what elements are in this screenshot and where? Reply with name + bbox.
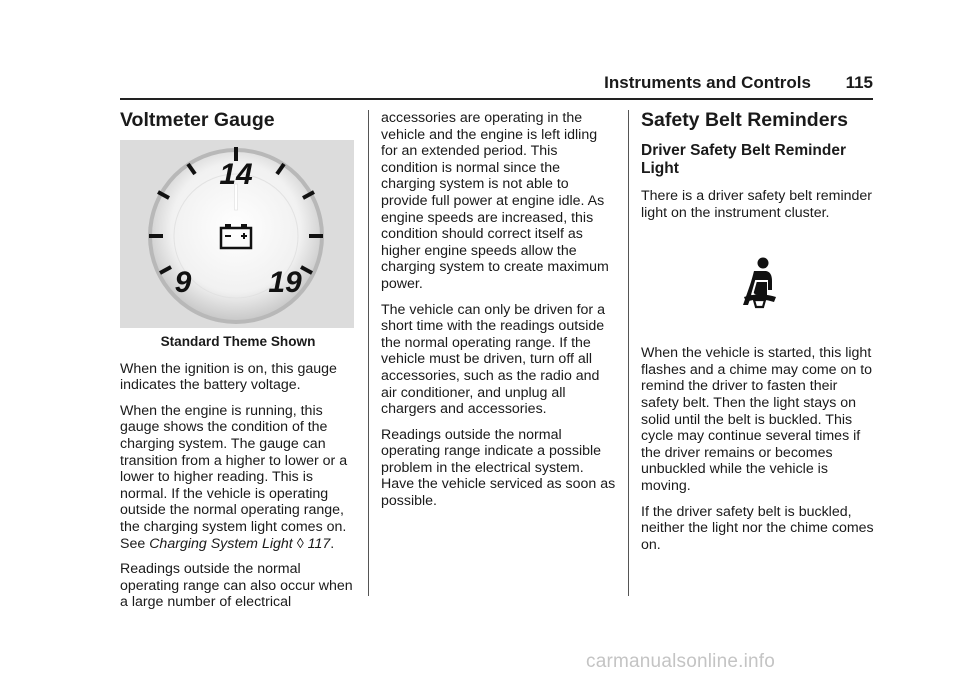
subheading-driver-belt-reminder: Driver Safety Belt Reminder Light [641, 142, 847, 177]
column-divider [628, 110, 629, 596]
seatbelt-icon [734, 257, 784, 309]
column-right [641, 108, 877, 562]
watermark: carmanualsonline.info [586, 651, 776, 672]
paragraph: If the driver safety belt is buckled, neither the light nor the chime comes on. [641, 503, 874, 553]
page-number: 115 [845, 73, 873, 92]
gauge-label-9: 9 [174, 266, 192, 299]
section-title: Instruments and Controls [604, 73, 811, 92]
paragraph: There is a driver safety belt reminder light on the instrument cluster. [641, 188, 873, 221]
header-rule [120, 98, 873, 100]
figure-caption: Standard Theme Shown [160, 334, 316, 349]
gauge-illustration [120, 140, 354, 328]
paragraph: Readings outside the normal operating range indicate a possible problem in the electrical system. Have the vehicle serviced as soon as possible. [381, 426, 616, 510]
paragraph: The vehicle can only be driven for a short time with the readings outside the normal operating range. If the vehicle must be driven, turn off all accessories, such as the radio and air conditioner, and unplug all chargers and accessories. [381, 301, 605, 418]
paragraph: When the ignition is on, this gauge indicates the battery voltage. [120, 360, 337, 394]
heading-safety-belt-reminders: Safety Belt Reminders [641, 109, 848, 131]
heading-voltmeter-gauge: Voltmeter Gauge [120, 109, 275, 131]
seatbelt-icon-figure [641, 257, 877, 317]
page-ref-arrow-icon: ◊ [296, 535, 304, 552]
cross-reference-link[interactable]: Charging System Light ◊ 117 [149, 535, 331, 552]
gauge-label-14: 14 [219, 158, 253, 191]
paragraph: When the vehicle is started, this light flashes and a chime may come on to remind the driver to fasten their safety belt. Then the light stays on solid until the belt is buckled. This cycle may continue several times if the driver remains or becomes unbuckled while the vehicle is moving. [641, 345, 873, 494]
paragraph: accessories are operating in the vehicle and the engine is left idling for an extended period. This condition is normal since the charging system is not able to provide full power at engine idle. As engine speeds are increased, this condition should correct itself as higher engine speeds allow the charging system to create maximum power. [381, 110, 609, 292]
column-left [120, 108, 356, 620]
paragraph: Readings outside the normal operating range can also occur when a large number of electrical [120, 561, 353, 611]
column-middle [381, 110, 617, 519]
column-divider [368, 110, 369, 596]
gauge-label-19: 19 [268, 266, 302, 299]
page-header [120, 66, 873, 98]
paragraph: When the engine is running, this gauge shows the condition of the charging system. The gauge can transition from a higher to lower or a lower to higher reading. This is normal. If the vehicle is operating outside the normal operating range, the charging system light comes on. See Charging System Light ◊ 117. [120, 402, 348, 552]
voltmeter-gauge-image [120, 140, 354, 328]
